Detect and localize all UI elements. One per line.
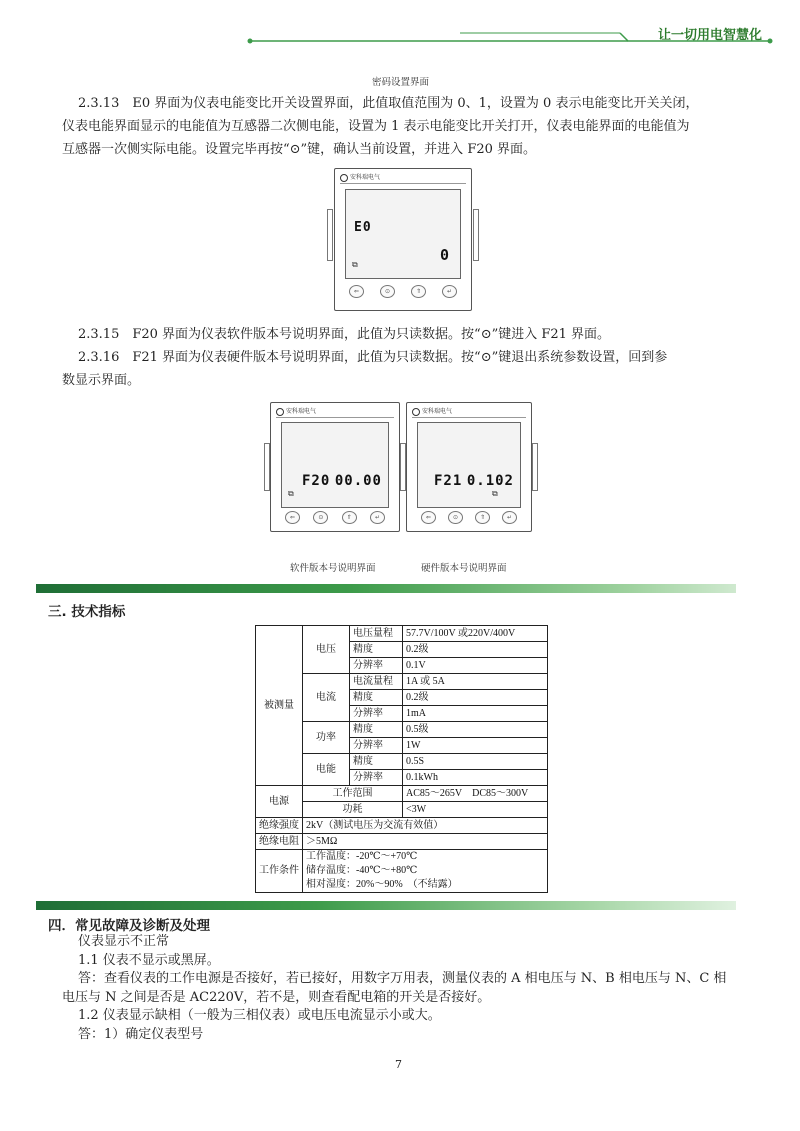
supply-cell: 电源: [256, 786, 303, 818]
conditions-cell: 工作条件: [256, 850, 303, 893]
enter-key-icon: ↵: [370, 511, 385, 524]
table-cell: 0.5级: [403, 722, 548, 738]
tech-spec-table: [255, 625, 548, 893]
lcd-value: 0: [439, 246, 450, 264]
table-cell: 2kV（测试电压为交流有效值）: [303, 818, 548, 834]
fault-line: 电压与 N 之间是否是 AC220V，若不是，则查看配电箱的开关是否接好。: [62, 989, 491, 1005]
table-cell: 57.7V/100V 或220V/400V: [403, 626, 548, 642]
lcd-label: F20: [302, 473, 331, 489]
table-cell: <3W: [403, 802, 548, 818]
para-line: 互感器一次侧实际电能。设置完毕再按“⊙”键，确认当前设置，并进入 F20 界面。: [62, 142, 537, 157]
menu-key-icon: ⊙: [313, 511, 328, 524]
table-cell: ＞5MΩ: [303, 834, 548, 850]
lcd-label: E0: [354, 220, 372, 235]
meter-side-tab: [400, 443, 406, 491]
table-cell: 1mA: [403, 706, 548, 722]
meter-lcd: [281, 422, 389, 508]
section-divider-bar: [36, 901, 736, 910]
table-cell: 精度: [350, 722, 403, 738]
table-cell: 电流量程: [350, 674, 403, 690]
left-key-icon: ⇐: [285, 511, 300, 524]
cond-line: 相对湿度：20%～90% （不结露）: [306, 879, 458, 890]
left-key-icon: ⇐: [421, 511, 436, 524]
lcd-status-icon: ⧉: [492, 489, 498, 498]
fault-line: 答：1）确定仪表型号: [78, 1026, 204, 1042]
software-version-caption: 软件版本号说明界面: [290, 563, 376, 574]
para-line: 2.3.16 F21 界面为仪表硬件版本号说明界面，此值为只读数据。按“⊙”键退出系统参数设置，回到参: [78, 350, 668, 365]
section4-title: 四．常见故障及诊断及处理: [48, 918, 210, 934]
lcd-value: 00.00: [334, 473, 382, 489]
meter-brand: 安科瑞电气: [412, 407, 526, 418]
table-cell: 分辨率: [350, 770, 403, 786]
section-divider-bar: [36, 584, 736, 593]
meter-lcd: [417, 422, 521, 508]
meter-side-tab: [532, 443, 538, 491]
table-cell: 分辨率: [350, 738, 403, 754]
header-dot-icon: [248, 39, 253, 44]
up-key-icon: ⇑: [475, 511, 490, 524]
table-cell: 0.2级: [403, 642, 548, 658]
cond-line: 储存温度：-40℃～+80℃: [306, 865, 418, 876]
enter-key-icon: ↵: [502, 511, 517, 524]
para-line: 数显示界面。: [62, 373, 141, 388]
brand-logo-icon: [412, 408, 420, 416]
table-cell: 0.1kWh: [403, 770, 548, 786]
fault-line: 1.2 仪表显示缺相（一般为三相仪表）或电压电流显示小或大。: [78, 1008, 441, 1023]
power-cell: 功率: [303, 722, 350, 754]
table-cell: 0.1V: [403, 658, 548, 674]
password-caption: 密码设置界面: [372, 77, 430, 88]
page-number: 7: [395, 1058, 402, 1071]
meter-keys: [421, 511, 517, 524]
table-cell: 精度: [350, 642, 403, 658]
lcd-status-icon: ⧉: [288, 489, 294, 498]
table-cell: 功耗: [303, 802, 403, 818]
current-cell: 电流: [303, 674, 350, 722]
table-cell: 分辨率: [350, 706, 403, 722]
table-cell: 1W: [403, 738, 548, 754]
meter-lcd: [345, 189, 461, 279]
table-cell: 分辨率: [350, 658, 403, 674]
meter-brand: 安科瑞电气: [340, 173, 466, 184]
meter-keys: [349, 285, 457, 298]
header-end-dot-icon: [768, 39, 773, 44]
meter-brand: 安科瑞电气: [276, 407, 394, 418]
meter-e0-figure: [334, 168, 472, 311]
lcd-value: 0.102: [466, 473, 514, 489]
faults-text: [62, 933, 752, 1044]
meter-side-tab: [473, 209, 479, 261]
para-line: 2.3.13 E0 界面为仪表电能变比开关设置界面，此值取值范围为 0、1，设置为 0 表示电能变比开关关闭，: [78, 96, 699, 111]
para-2-3-15-16: [62, 323, 752, 392]
table-cell: 工作范围: [303, 786, 403, 802]
energy-cell: 电能: [303, 754, 350, 786]
left-key-icon: ⇐: [349, 285, 364, 298]
header-slogan: 让一切用电智慧化: [657, 28, 762, 43]
fault-line: 1.1 仪表不显示或黑屏。: [78, 952, 220, 968]
table-cell: 绝缘强度: [256, 818, 303, 834]
meter-keys: [285, 511, 385, 524]
table-cell: 电压量程: [350, 626, 403, 642]
brand-logo-icon: [276, 408, 284, 416]
para-line: 仪表电能界面显示的电能值为互感器二次侧电能，设置为 1 表示电能变比开关打开，仪表电能界面的电能值为: [62, 119, 690, 134]
menu-key-icon: ⊙: [380, 285, 395, 298]
meter-f21-figure: [406, 402, 532, 532]
table-cell: AC85～265V DC85～300V: [403, 786, 548, 802]
fault-line: 答：查看仪表的工作电源是否接好，若已接好，用数字万用表，测量仪表的 A 相电压与 N、B 相电压与 N、C 相: [78, 971, 727, 986]
enter-key-icon: ↵: [442, 285, 457, 298]
brand-logo-icon: [340, 174, 348, 182]
table-cell: 绝缘电阻: [256, 834, 303, 850]
section3-title: 三. 技术指标: [48, 604, 126, 620]
table-cell: 0.5S: [403, 754, 548, 770]
measured-cell: 被测量: [256, 626, 303, 786]
voltage-cell: 电压: [303, 626, 350, 674]
fault-line: 仪表显示不正常: [78, 934, 170, 949]
menu-key-icon: ⊙: [448, 511, 463, 524]
meter-side-tab: [327, 209, 333, 261]
para-2-3-13: [62, 92, 752, 161]
up-key-icon: ⇑: [411, 285, 426, 298]
para-line: 2.3.15 F20 界面为仪表软件版本号说明界面，此值为只读数据。按“⊙”键进入 F21 界面。: [78, 327, 611, 342]
up-key-icon: ⇑: [342, 511, 357, 524]
conditions-values: [303, 850, 548, 893]
cond-line: 工作温度：-20℃～+70℃: [306, 851, 418, 862]
table-cell: 精度: [350, 754, 403, 770]
table-cell: 1A 或 5A: [403, 674, 548, 690]
lcd-status-icon: ⧉: [352, 260, 358, 269]
table-cell: 精度: [350, 690, 403, 706]
meter-f20-figure: [270, 402, 400, 532]
hardware-version-caption: 硬件版本号说明界面: [421, 563, 507, 574]
table-cell: 0.2级: [403, 690, 548, 706]
lcd-label: F21: [434, 473, 463, 489]
meter-side-tab: [264, 443, 270, 491]
